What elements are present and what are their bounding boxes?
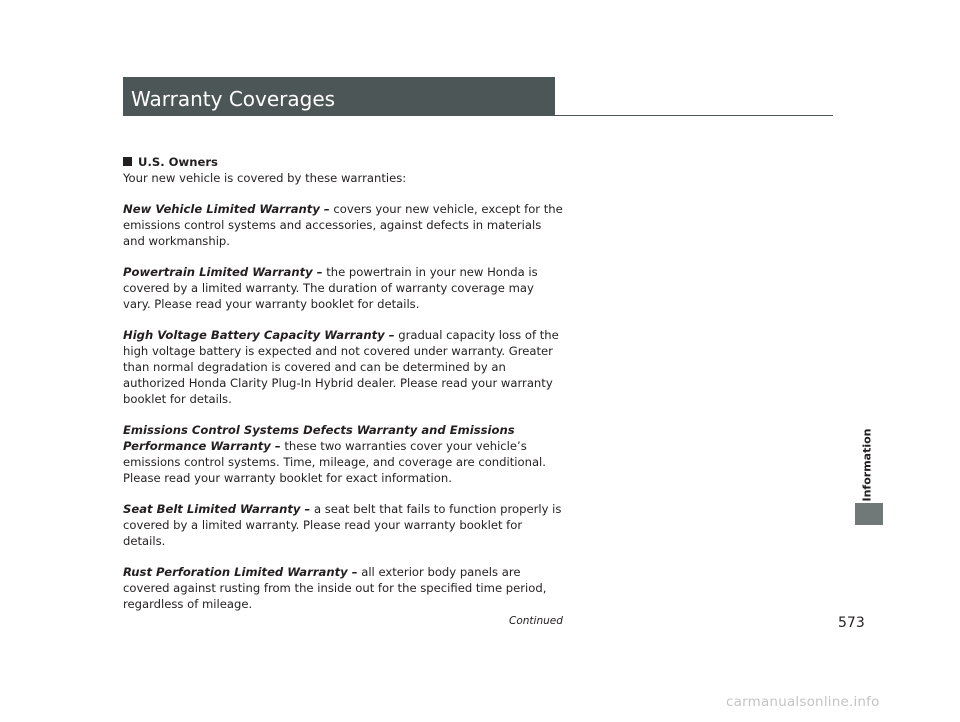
continued-label: Continued (509, 615, 563, 627)
page-title: Warranty Coverages (131, 87, 336, 111)
title-divider (123, 115, 833, 116)
warranty-paragraph (123, 264, 563, 312)
warranty-term: Powertrain Limited Warranty – (123, 265, 323, 279)
warranty-term: High Voltage Battery Capacity Warranty – (123, 328, 395, 342)
warranty-description: a seat belt that fails to function properly is covered by a limited warranty. Please read your warranty booklet for details. (123, 502, 562, 548)
square-bullet-icon (123, 157, 132, 166)
warranty-description: all exterior body panels are covered against rusting from the inside out for the specified time period, regardless of mileage. (123, 565, 547, 611)
section-heading (123, 154, 563, 170)
warranty-description: gradual capacity loss of the high voltage battery is expected and not covered under warranty. Greater than normal degradation is covered and can be determined by an authorized Honda Clarity Plug-In Hybrid dealer. Please read your warranty booklet for details. (123, 328, 559, 406)
warranty-paragraph (123, 501, 563, 549)
warranty-paragraph (123, 201, 563, 249)
warranty-paragraph (123, 564, 563, 612)
page-title-bar (123, 77, 555, 115)
main-content (123, 154, 563, 627)
warranty-term: Rust Perforation Limited Warranty – (123, 565, 358, 579)
warranty-paragraph (123, 327, 563, 407)
watermark: carmanualsonline.info (726, 694, 880, 710)
side-tab-text: Information (860, 428, 874, 502)
warranty-description: covers your new vehicle, except for the emissions control systems and accessories, against defects in materials and workmanship. (123, 202, 563, 248)
section-heading-text: U.S. Owners (138, 155, 218, 169)
page-number: 573 (838, 615, 865, 631)
warranty-description: the powertrain in your new Honda is covered by a limited warranty. The duration of warranty coverage may vary. Please read your warranty booklet for details. (123, 265, 538, 311)
warranty-term: New Vehicle Limited Warranty – (123, 202, 330, 216)
side-tab-marker[interactable] (855, 503, 883, 525)
side-tab-label[interactable] (852, 420, 882, 510)
warranty-description: these two warranties cover your vehicle’s emissions control systems. Time, mileage, and coverage are conditional. Please read your warranty booklet for exact information. (123, 439, 546, 485)
intro-text: Your new vehicle is covered by these warranties: (123, 171, 407, 185)
warranty-term: Seat Belt Limited Warranty – (123, 502, 311, 516)
warranty-paragraph (123, 422, 563, 486)
warranty-term: Emissions Control Systems Defects Warranty and Emissions Performance Warranty – (123, 423, 515, 453)
